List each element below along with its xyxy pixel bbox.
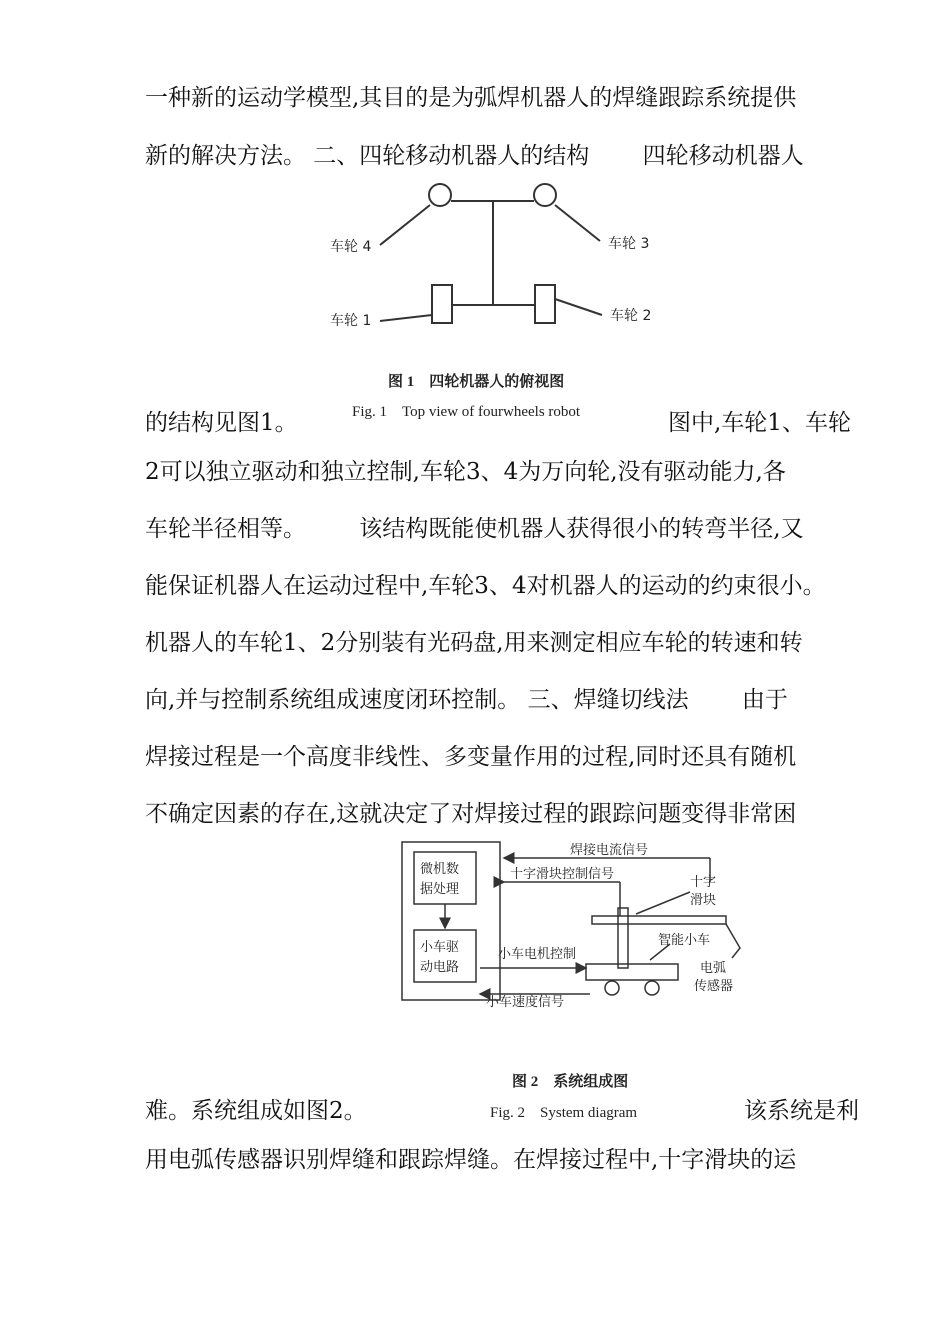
label-slider-signal: 十字滑块控制信号	[510, 867, 615, 882]
text-line-9: 焊接过程是一个高度非线性、多变量作用的过程,同时还具有随机	[145, 744, 797, 770]
text-line-4: 2可以独立驱动和独立控制,车轮3、4为万向轮,没有驱动能力,各	[145, 459, 786, 485]
label-micro-line2: 据处理	[420, 882, 460, 897]
text-line-8: 向,并与控制系统组成速度闭环控制。 三、焊缝切线法 由于	[145, 687, 788, 713]
label-wheel-4: 车轮 4	[330, 239, 372, 255]
label-wheel-3: 车轮 3	[608, 236, 650, 252]
text-line-11b: 该系统是利	[744, 1098, 859, 1124]
label-wheel-2: 车轮 2	[610, 308, 652, 324]
label-slider-line1: 十字	[690, 875, 717, 890]
text-line-3: 的结构见图1。	[145, 410, 298, 436]
label-speed-signal: 小车速度信号	[486, 995, 565, 1010]
text-line-12: 用电弧传感器识别焊缝和跟踪焊缝。在焊接过程中,十字滑块的运	[145, 1147, 797, 1173]
label-micro-line1: 微机数	[420, 862, 460, 877]
text-line-6: 能保证机器人在运动过程中,车轮3、4对机器人的运动的约束很小。	[145, 573, 826, 599]
figure-2-caption-cn: 图 2 系统组成图	[512, 1074, 629, 1090]
label-sensor-line1: 电弧	[700, 961, 727, 976]
label-drive-line1: 小车驱	[420, 940, 460, 955]
figure-1-top-view	[320, 175, 680, 335]
label-slider-line2: 滑块	[690, 893, 717, 908]
figure-1-caption-cn: 图 1 四轮机器人的俯视图	[388, 374, 565, 390]
label-car: 智能小车	[658, 933, 711, 948]
figure-1-caption-en: Fig. 1 Top view of fourwheels robot	[352, 404, 581, 420]
text-line-3b: 图中,车轮1、车轮	[668, 410, 851, 436]
label-sensor-line2: 传感器	[694, 979, 734, 994]
label-current-signal: 焊接电流信号	[570, 843, 649, 858]
text-line-2: 新的解决方法。 二、四轮移动机器人的结构 四轮移动机器人	[145, 143, 804, 169]
figure-2-caption-en: Fig. 2 System diagram	[490, 1105, 638, 1121]
text-line-1: 一种新的运动学模型,其目的是为弧焊机器人的焊缝跟踪系统提供	[145, 85, 797, 111]
text-line-7: 机器人的车轮1、2分别装有光码盘,用来测定相应车轮的转速和转	[145, 630, 803, 656]
label-wheel-1: 车轮 1	[330, 313, 372, 329]
label-drive-line2: 动电路	[420, 960, 460, 975]
text-line-11: 难。系统组成如图2。	[145, 1098, 367, 1124]
figure-2-system-diagram	[400, 840, 760, 1010]
text-line-10: 不确定因素的存在,这就决定了对焊接过程的跟踪问题变得非常困	[145, 801, 797, 827]
label-motor-control: 小车电机控制	[498, 947, 577, 962]
text-line-5: 车轮半径相等。 该结构既能使机器人获得很小的转弯半径,又	[145, 516, 804, 542]
